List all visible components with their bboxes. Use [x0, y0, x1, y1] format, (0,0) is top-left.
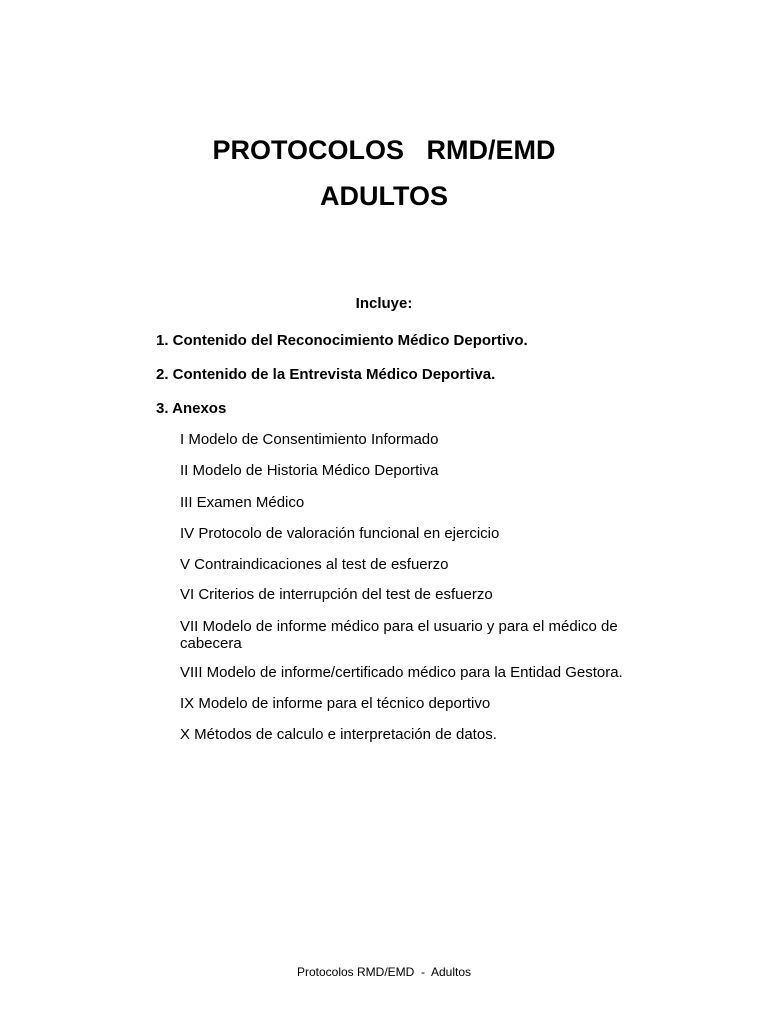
- annex-item-3: III Examen Médico: [180, 494, 305, 511]
- annex-item-1: I Modelo de Consentimiento Informado: [180, 431, 439, 448]
- annex-item-6: VI Criterios de interrupción del test de esfuerzo: [180, 586, 493, 603]
- includes-label: Incluye:: [355, 295, 413, 312]
- section-item-2: 2. Contenido de la Entrevista Médico Deportiva.: [156, 366, 496, 383]
- annex-item-10: X Métodos de calculo e interpretación de datos.: [180, 726, 497, 743]
- annex-item-5: V Contraindicaciones al test de esfuerzo: [180, 556, 449, 573]
- section-item-1: 1. Contenido del Reconocimiento Médico Deportivo.: [156, 332, 528, 349]
- section-item-3: 3. Anexos: [156, 400, 227, 417]
- annex-item-2: II Modelo de Historia Médico Deportiva: [180, 462, 439, 479]
- document-title-line-2: ADULTOS: [320, 181, 448, 211]
- annex-item-8: VIII Modelo de informe/certificado médico para la Entidad Gestora.: [180, 664, 623, 681]
- document-title-line-1: PROTOCOLOS RMD/EMD: [212, 135, 556, 165]
- annex-item-4: IV Protocolo de valoración funcional en ejercicio: [180, 525, 500, 542]
- annex-item-7: VII Modelo de informe médico para el usuario y para el médico de cabecera: [180, 618, 618, 652]
- page-footer: Protocolos RMD/EMD - Adultos: [296, 965, 472, 979]
- annex-item-9: IX Modelo de informe para el técnico deportivo: [180, 695, 491, 712]
